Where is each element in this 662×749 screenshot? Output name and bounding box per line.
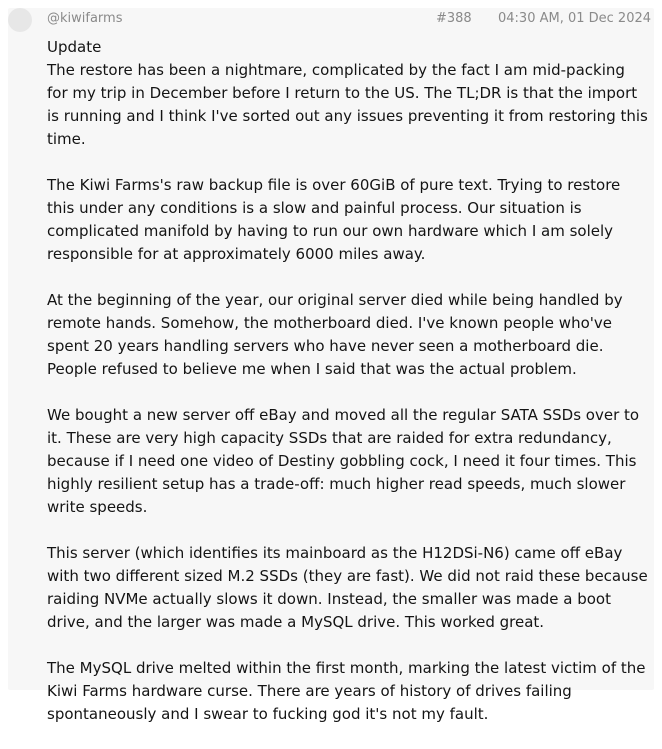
post-card [8,8,654,723]
post-author[interactable]: @kiwifarms [47,11,123,26]
post-timestamp: 04:30 AM, 01 Dec 2024 [498,11,652,26]
post-heading: Update [47,38,102,56]
post-paragraph: The restore has been a nightmare, complicated by the fact I am mid-packing for my trip in December before I return to the US. The TL;DR is that the import is running and I think I've sorted out any issues preventing it from restoring this time. [47,61,648,148]
post-paragraph: The MySQL drive melted within the first month, marking the latest victim of the Kiwi Farms hardware curse. There are years of history of drives failing spontaneously and I swear to fucking god it's not my fault. [47,659,646,723]
post-body [47,36,649,749]
post-paragraph: This server (which identifies its mainboard as the H12DSi-N6) came off eBay with two different sized M.2 SSDs (they are fast). We did not raid these because raiding NVMe actually slows it down. Instead, the smaller was made a boot drive, and the larger was made a MySQL drive. This worked great. [47,544,648,631]
post-paragraph: The Kiwi Farms's raw backup file is over 60GiB of pure text. Trying to restore this under any conditions is a slow and painful process. Our situation is complicated manifold by having to run our own hardware which I am solely responsible for at approximately 6000 miles away. [47,176,621,263]
avatar[interactable] [8,8,32,32]
post-paragraph: At the beginning of the year, our original server died while being handled by remote hands. Somehow, the motherboard died. I've known people who've spent 20 years handling servers who have never seen a motherboard die. People refused to believe me when I said that was the actual problem. [47,291,623,378]
post-paragraph: We bought a new server off eBay and moved all the regular SATA SSDs over to it. These are very high capacity SSDs that are raided for extra redundancy, because if I need one video of Destiny gobbling cock, I need it four times. This highly resilient setup has a trade-off: much higher read speeds, much slower write speeds. [47,406,640,516]
post-number[interactable]: #388 [436,11,472,26]
